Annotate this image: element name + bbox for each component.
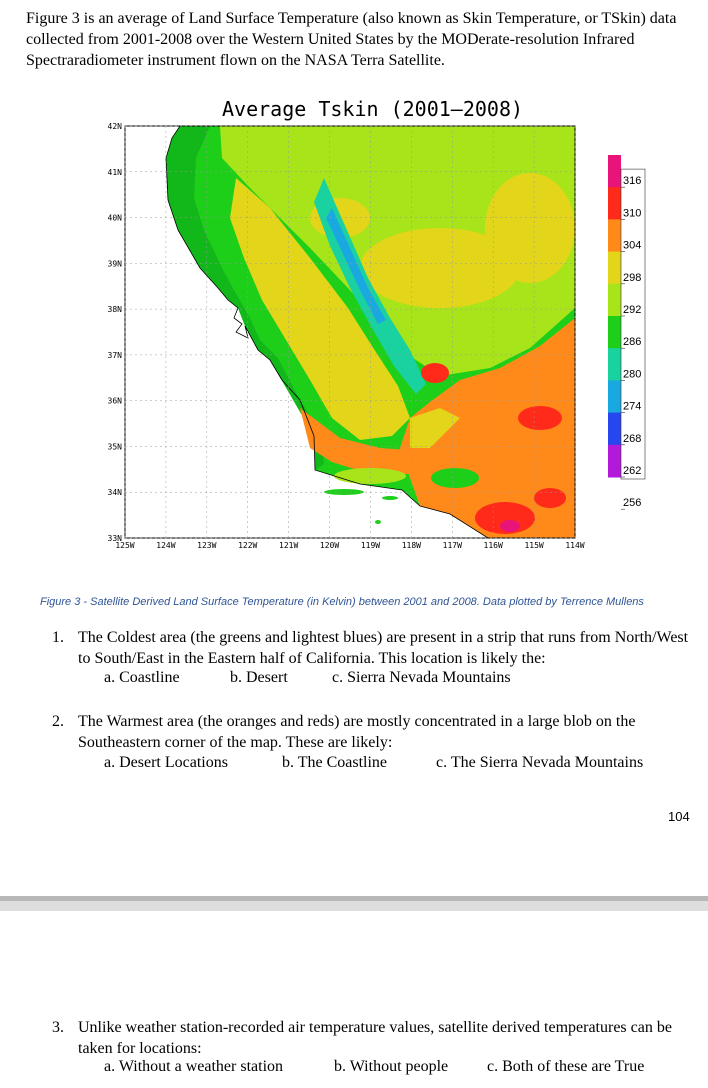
question-number: 2. (52, 713, 64, 730)
page-break-gap (0, 901, 708, 911)
option-a[interactable]: a. Desert Locations (104, 754, 228, 771)
colorbar-tick-label: 292 (623, 304, 642, 316)
y-tick-label: 36N (107, 396, 122, 406)
option-a[interactable]: a. Without a weather station (104, 1058, 284, 1075)
colorbar-swatch (608, 348, 621, 381)
question-text: The Warmest area (the oranges and reds) are mostly concentrated in a large blob on the Southeastern corner of the map. These are likely: (78, 713, 636, 751)
x-tick-label: 119W (360, 541, 381, 550)
option-c[interactable]: c. Both of these are True (487, 1058, 645, 1075)
colorbar-tick-label: 256 (623, 497, 642, 510)
x-tick-label: 121W (279, 541, 299, 550)
colorbar-tick-label: 304 (623, 239, 642, 252)
option-a[interactable]: a. Coastline (104, 669, 180, 686)
question-number: 1. (52, 629, 64, 646)
colorbar-tick-label: 316 (623, 175, 642, 188)
y-tick-label: 38N (107, 305, 122, 315)
x-tick-label: 123W (197, 541, 217, 550)
colorbar-tick-label: 310 (623, 207, 642, 220)
question-number: 3. (52, 1019, 64, 1036)
option-b[interactable]: b. Without people (334, 1058, 449, 1075)
colorbar-swatch (608, 380, 621, 413)
colorbar-swatch (608, 316, 621, 349)
colorbar-tick-label: 286 (623, 336, 642, 349)
colorbar-tick-label: 298 (623, 271, 642, 284)
y-tick-label: 39N (107, 259, 122, 269)
question-text: The Coldest area (the greens and lightest blues) are present in a strip that runs from North/West to South/East in the Eastern half of California. This location is likely the: (78, 629, 689, 667)
x-tick-label: 118W (401, 541, 421, 550)
figure-caption: Figure 3 - Satellite Derived Land Surface Temperature (in Kelvin) between 2001 and 2008. Data plotted by Terrence Mullens (40, 596, 644, 608)
chart-title: Average Tskin (2001–2008) (222, 97, 524, 121)
option-c[interactable]: c. Sierra Nevada Mountains (332, 669, 511, 686)
x-tick-label: 124W (156, 541, 176, 550)
x-tick-label: 120W (319, 541, 340, 550)
colorbar-swatch (608, 445, 621, 478)
x-tick-label: 122W (238, 541, 258, 550)
y-tick-label: 41N (107, 167, 122, 177)
x-tick-label: 117W (442, 541, 462, 550)
x-tick-label: 115W (524, 541, 544, 550)
x-tick-label: 114W (565, 541, 585, 550)
y-tick-label: 37N (107, 350, 122, 360)
page-number: 104 (668, 809, 690, 824)
colorbar-tick-label: 274 (623, 400, 642, 413)
colorbar (608, 155, 645, 509)
colorbar-swatch (608, 413, 621, 446)
question-text: Unlike weather station-recorded air temperature values, satellite derived temperatures can be taken for locations: (78, 1019, 672, 1057)
y-tick-label: 33N (107, 534, 122, 543)
option-b[interactable]: b. Desert (230, 669, 288, 686)
x-tick-label: 116W (483, 541, 503, 550)
colorbar-swatch (608, 187, 621, 220)
colorbar-swatch (608, 252, 621, 285)
y-tick-label: 34N (107, 488, 122, 498)
map-svg (107, 118, 642, 558)
colorbar-swatch (608, 155, 621, 188)
intro-paragraph: Figure 3 is an average of Land Surface Temperature (also known as Skin Temperature, or TSkin) data collected from 2001-2008 over the Western United States by the MODerate-resolution Infrared Spectraradiometer instrument flown on the NASA Terra Satellite. (26, 10, 677, 69)
y-tick-label: 42N (107, 122, 122, 131)
colorbar-swatch (608, 219, 621, 252)
x-tick-label: 125W (115, 541, 135, 550)
option-b[interactable]: b. The Coastline (282, 754, 388, 771)
colorbar-tick-label: 268 (623, 432, 642, 445)
colorbar-swatch (608, 284, 621, 317)
temperature-map (107, 118, 642, 558)
option-c[interactable]: c. The Sierra Nevada Mountains (436, 754, 644, 771)
colorbar-tick-label: 262 (623, 465, 642, 477)
y-tick-label: 40N (107, 213, 122, 223)
y-tick-label: 35N (107, 442, 122, 452)
colorbar-tick-label: 280 (623, 368, 642, 381)
